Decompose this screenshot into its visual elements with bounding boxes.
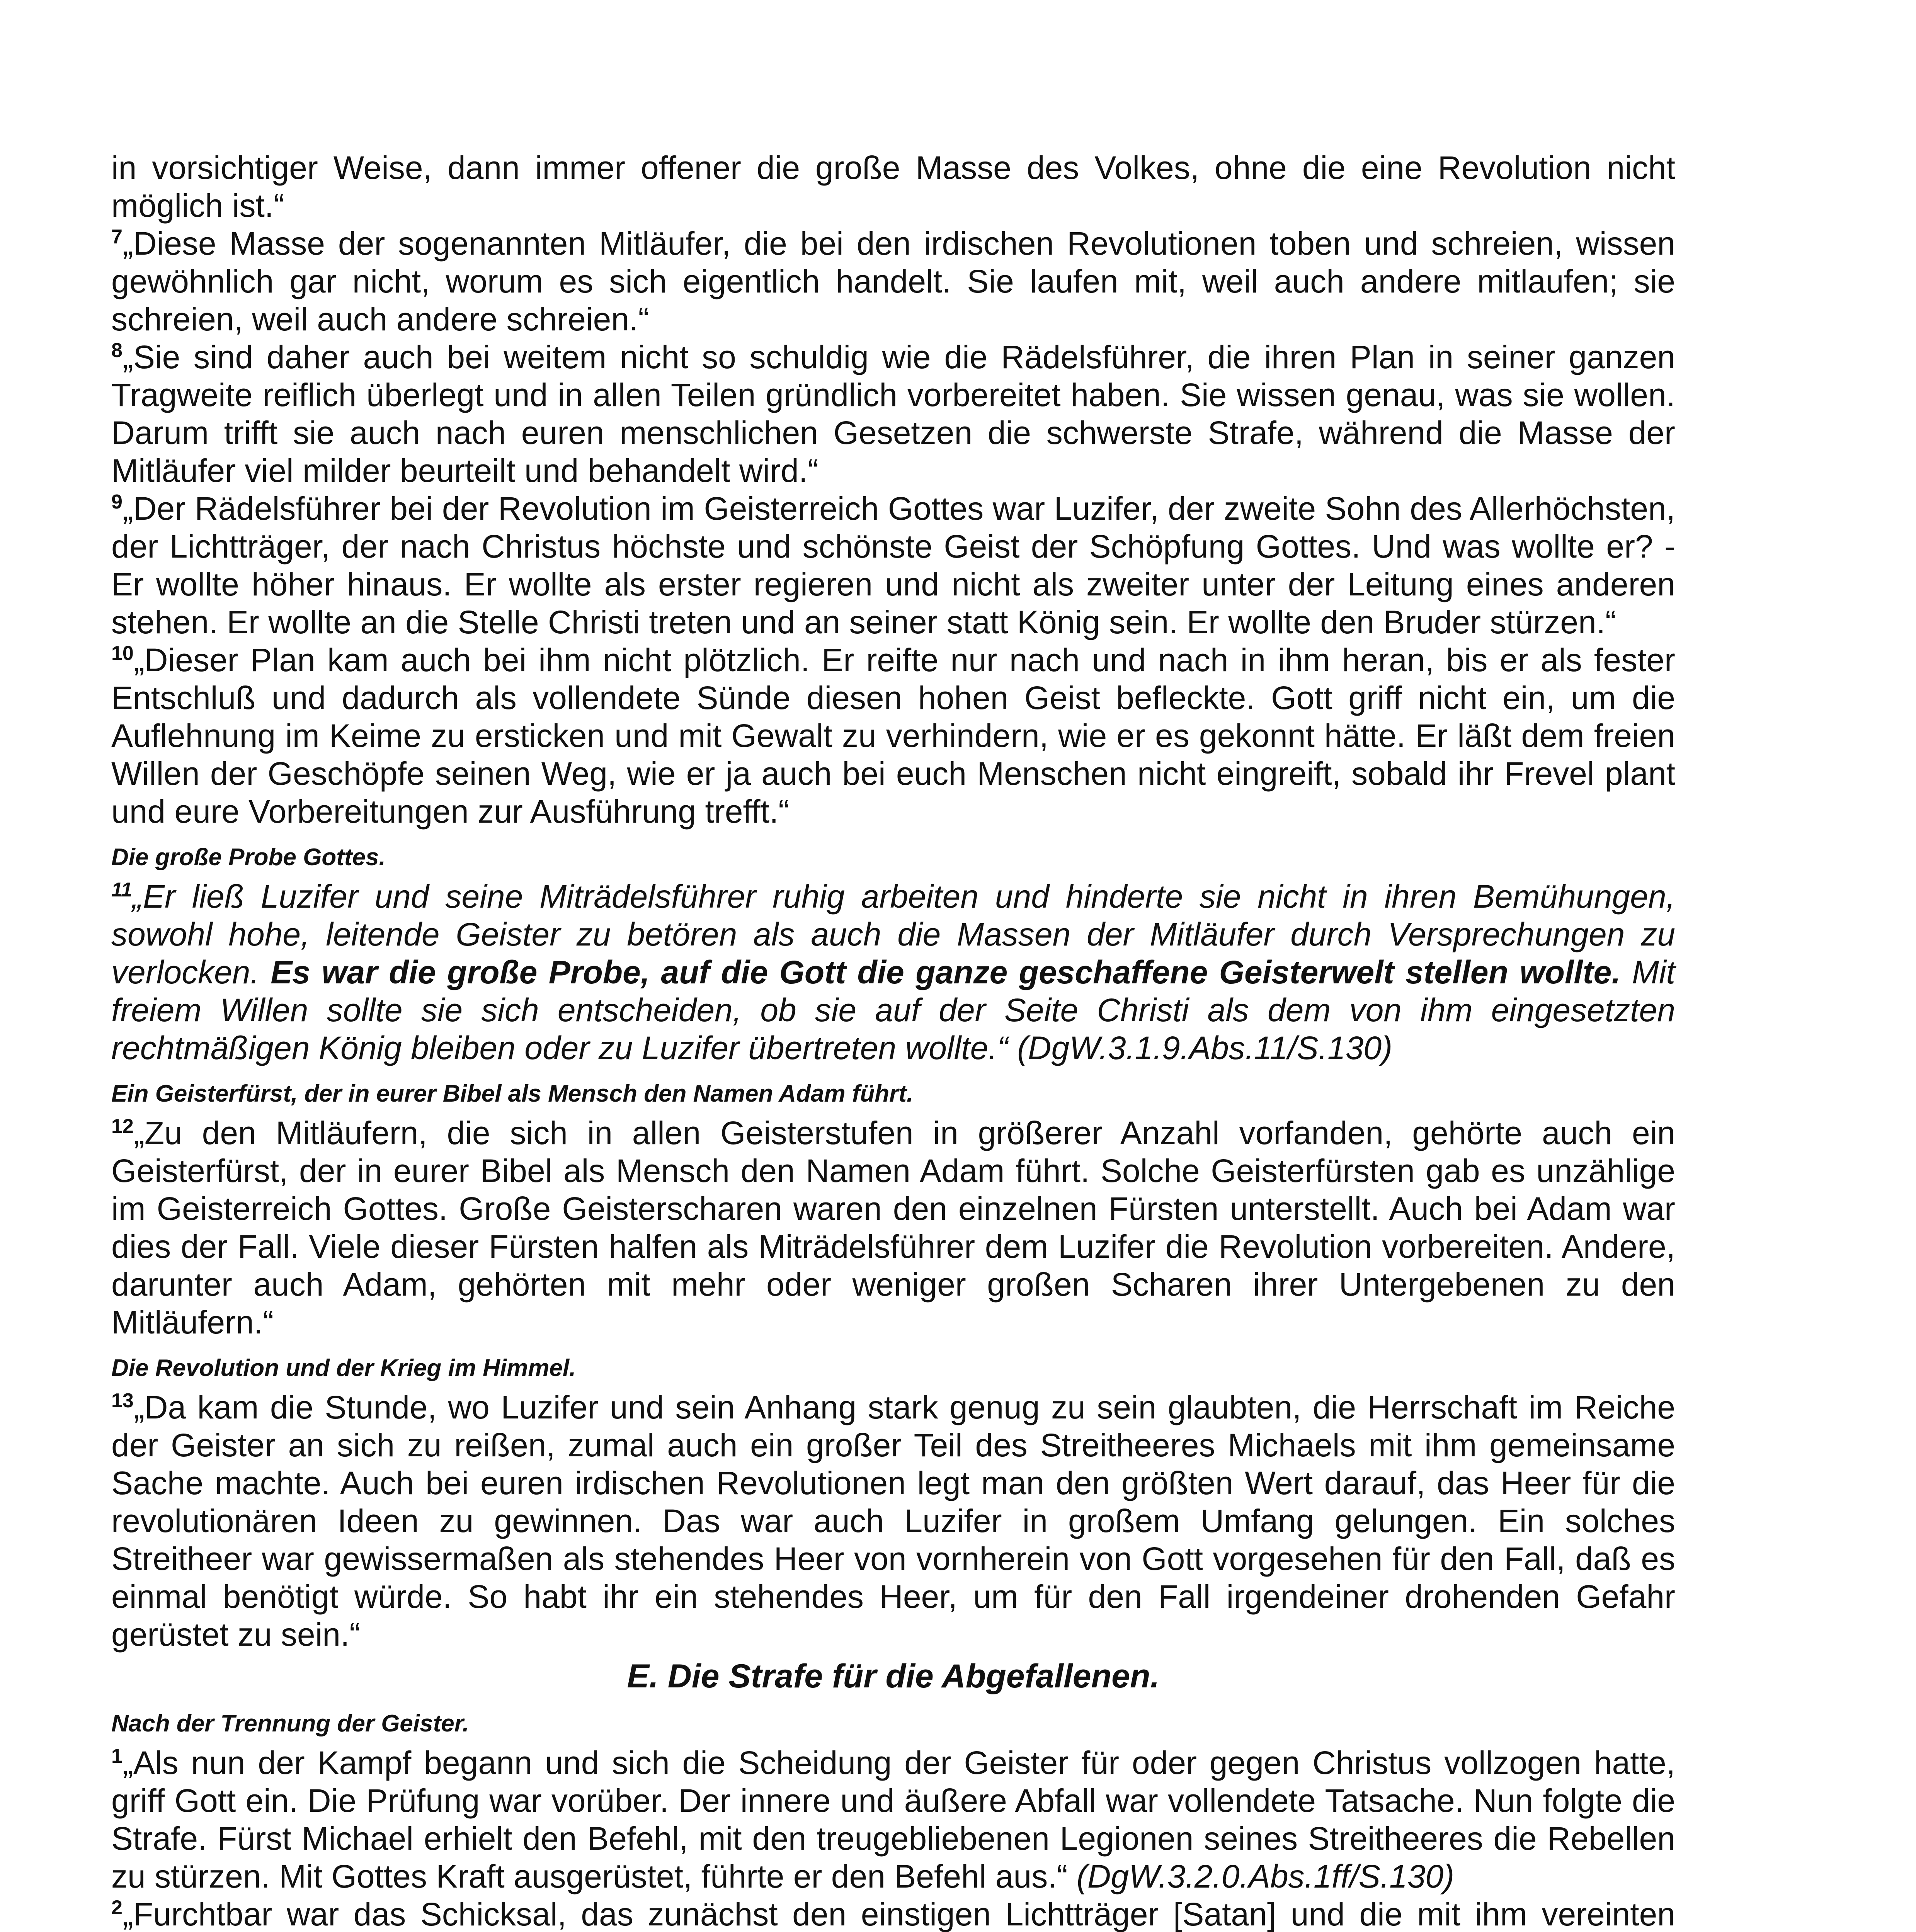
- paragraph-text: „Furchtbar war das Schicksal, das zunächst den einstigen Lichtträger [Satan] und die mit ihm vereinten: [122, 1896, 1675, 1932]
- verse-number: 7: [111, 226, 123, 248]
- emphasis-text: Es war die große Probe, auf die Gott die ganze geschaffene Geisterwelt stellen wollte.: [271, 954, 1621, 990]
- paragraph-text: „Der Rädelsführer bei der Revolution im Geisterreich Gottes war Luzifer, der zweite Sohn des Allerhöchsten, der Lichtträger, der nach Christus höchste und schönste Geist der Schöpfung Gottes. Und was wollte er? - Er wollte höher hinaus. Er wollte als erster regieren und nicht als zweiter unter der Leitung eines anderen stehen. Er wollte an die Stelle Christi treten und an seiner statt König sein. Er wollte den Bruder stürzen.“: [111, 490, 1675, 640]
- paragraph-text: „Als nun der Kampf begann und sich die Scheidung der Geister für oder gegen Christus vollzogen hatte, griff Gott ein. Die Prüfung war vorüber. Der innere und äußere Abfall war vollendete Tatsache. Nun folgte die Strafe. Fürst Michael erhielt den Befehl, mit den treugebliebenen Legionen seines Streitheeres die Rebellen zu stürzen. Mit Gottes Kraft ausgerüstet, führte er den Befehl aus.“: [111, 1745, 1675, 1895]
- subheading-probe: Die große Probe Gottes.: [111, 844, 386, 871]
- paragraph-text: „Er ließ Luzifer und seine Miträdelsführer ruhig arbeiten und hinderte sie nicht in ihren Bemühungen, sowohl hohe, leitende Geister zu betören als auch die Massen der Mitläufer durch Versprechungen zu verlocken.: [111, 878, 1675, 990]
- citation-text: (DgW.3.2.0.Abs.1ff/S.130): [1076, 1858, 1455, 1895]
- paragraph-text: „Diese Masse der sogenannten Mitläufer, die bei den irdischen Revolutionen toben und schreien, wissen gewöhnlich gar nicht, worum es sich eigentlich handelt. Sie laufen mit, weil auch andere mitlaufen; sie schreien, weil auch andere schreien.“: [111, 225, 1675, 337]
- verse-number: 2: [111, 1896, 123, 1919]
- paragraph-text: „Dieser Plan kam auch bei ihm nicht plötzlich. Er reifte nur nach und nach in ihm heran, bis er als fester Entschluß und dadurch als vollendete Sünde diesen hohen Geist befleckte. Gott griff nicht ein, um die Auflehnung im Keime zu ersticken und mit Gewalt zu verhindern, wie er es gekonnt hätte. Er läßt dem freien Willen der Geschöpfe seinen Weg, wie er ja auch bei euch Menschen nicht eingreift, sobald ihr Frevel plant und eure Vorbereitungen zur Ausführung trefft.“: [111, 642, 1675, 830]
- paragraph-intro: [111, 149, 1675, 224]
- verse-number: 10: [111, 642, 134, 665]
- subheading-trennung: Nach der Trennung der Geister.: [111, 1710, 469, 1737]
- verse-number: 8: [111, 339, 123, 362]
- paragraph-text: Mit freiem Willen sollte sie sich entscheiden, ob sie auf der Seite Christi als dem von ihm eingesetzten rechtmäßigen König bleiben oder zu Luzifer übertreten wollte.“ (DgW.3.1.9.Abs.11/S.130): [111, 954, 1675, 1066]
- paragraph-13: [111, 1388, 1675, 1653]
- paragraph-11: [111, 878, 1675, 1067]
- verse-number: 13: [111, 1389, 134, 1412]
- paragraph-text: „Zu den Mitläufern, die sich in allen Geisterstufen in größerer Anzahl vorfanden, gehörte auch ein Geisterfürst, der in eurer Bibel als Mensch den Namen Adam führt. Solche Geisterfürsten gab es unzählige im Geisterreich Gottes. Große Geisterscharen waren den einzelnen Fürsten unterstellt. Auch bei Adam war dies der Fall. Viele dieser Fürsten halfen als Miträdelsführer dem Luzifer die Revolution vorbereiten. Andere, darunter auch Adam, gehörten mit mehr oder weniger großen Scharen ihrer Untergebenen zu den Mitläufern.“: [111, 1115, 1675, 1340]
- section-title: E. Die Strafe für die Abgefallenen.: [627, 1658, 1160, 1695]
- paragraph-text: „Sie sind daher auch bei weitem nicht so schuldig wie die Rädelsführer, die ihren Plan in seiner ganzen Tragweite reiflich überlegt und in allen Teilen gründlich vorbereitet haben. Sie wissen genau, was sie wollen. Darum trifft sie auch nach euren menschlichen Gesetzen die schwerste Strafe, während die Masse der Mitläufer viel milder beurteilt und behandelt wird.“: [111, 339, 1675, 489]
- paragraph-9: [111, 490, 1675, 641]
- subheading-adam: Ein Geisterfürst, der in eurer Bibel als Mensch den Namen Adam führt.: [111, 1080, 914, 1107]
- verse-number: 12: [111, 1115, 134, 1138]
- paragraph-8: [111, 338, 1675, 490]
- verse-number: 11: [111, 879, 132, 901]
- paragraph-text: „Da kam die Stunde, wo Luzifer und sein Anhang stark genug zu sein glaubten, die Herrschaft im Reiche der Geister an sich zu reißen, zumal auch ein großer Teil des Streitheeres Michaels mit ihm gemeinsame Sache machte. Auch bei euren irdischen Revolutionen legt man den größten Wert darauf, das Heer für die revolutionären Ideen zu gewinnen. Das war auch Luzifer in großem Umfang gelungen. Ein solches Streitheer war gewissermaßen als stehendes Heer von vornherein von Gott vorgesehen für den Fall, daß es einmal benötigt würde. So habt ihr ein stehendes Heer, um für den Fall irgendeiner drohenden Gefahr gerüstet zu sein.“: [111, 1389, 1675, 1653]
- paragraph-e1: [111, 1744, 1675, 1895]
- verse-number: 1: [111, 1745, 123, 1767]
- paragraph-text: in vorsichtiger Weise, dann immer offener die große Masse des Volkes, ohne die eine Revolution nicht möglich ist.“: [111, 150, 1675, 224]
- subheading-krieg: Die Revolution und der Krieg im Himmel.: [111, 1355, 576, 1381]
- verse-number: 9: [111, 491, 123, 513]
- paragraph-e2: [111, 1895, 1675, 1932]
- paragraph-7: [111, 224, 1675, 338]
- document-page: [111, 149, 1675, 1932]
- paragraph-10: [111, 641, 1675, 830]
- paragraph-12: [111, 1114, 1675, 1341]
